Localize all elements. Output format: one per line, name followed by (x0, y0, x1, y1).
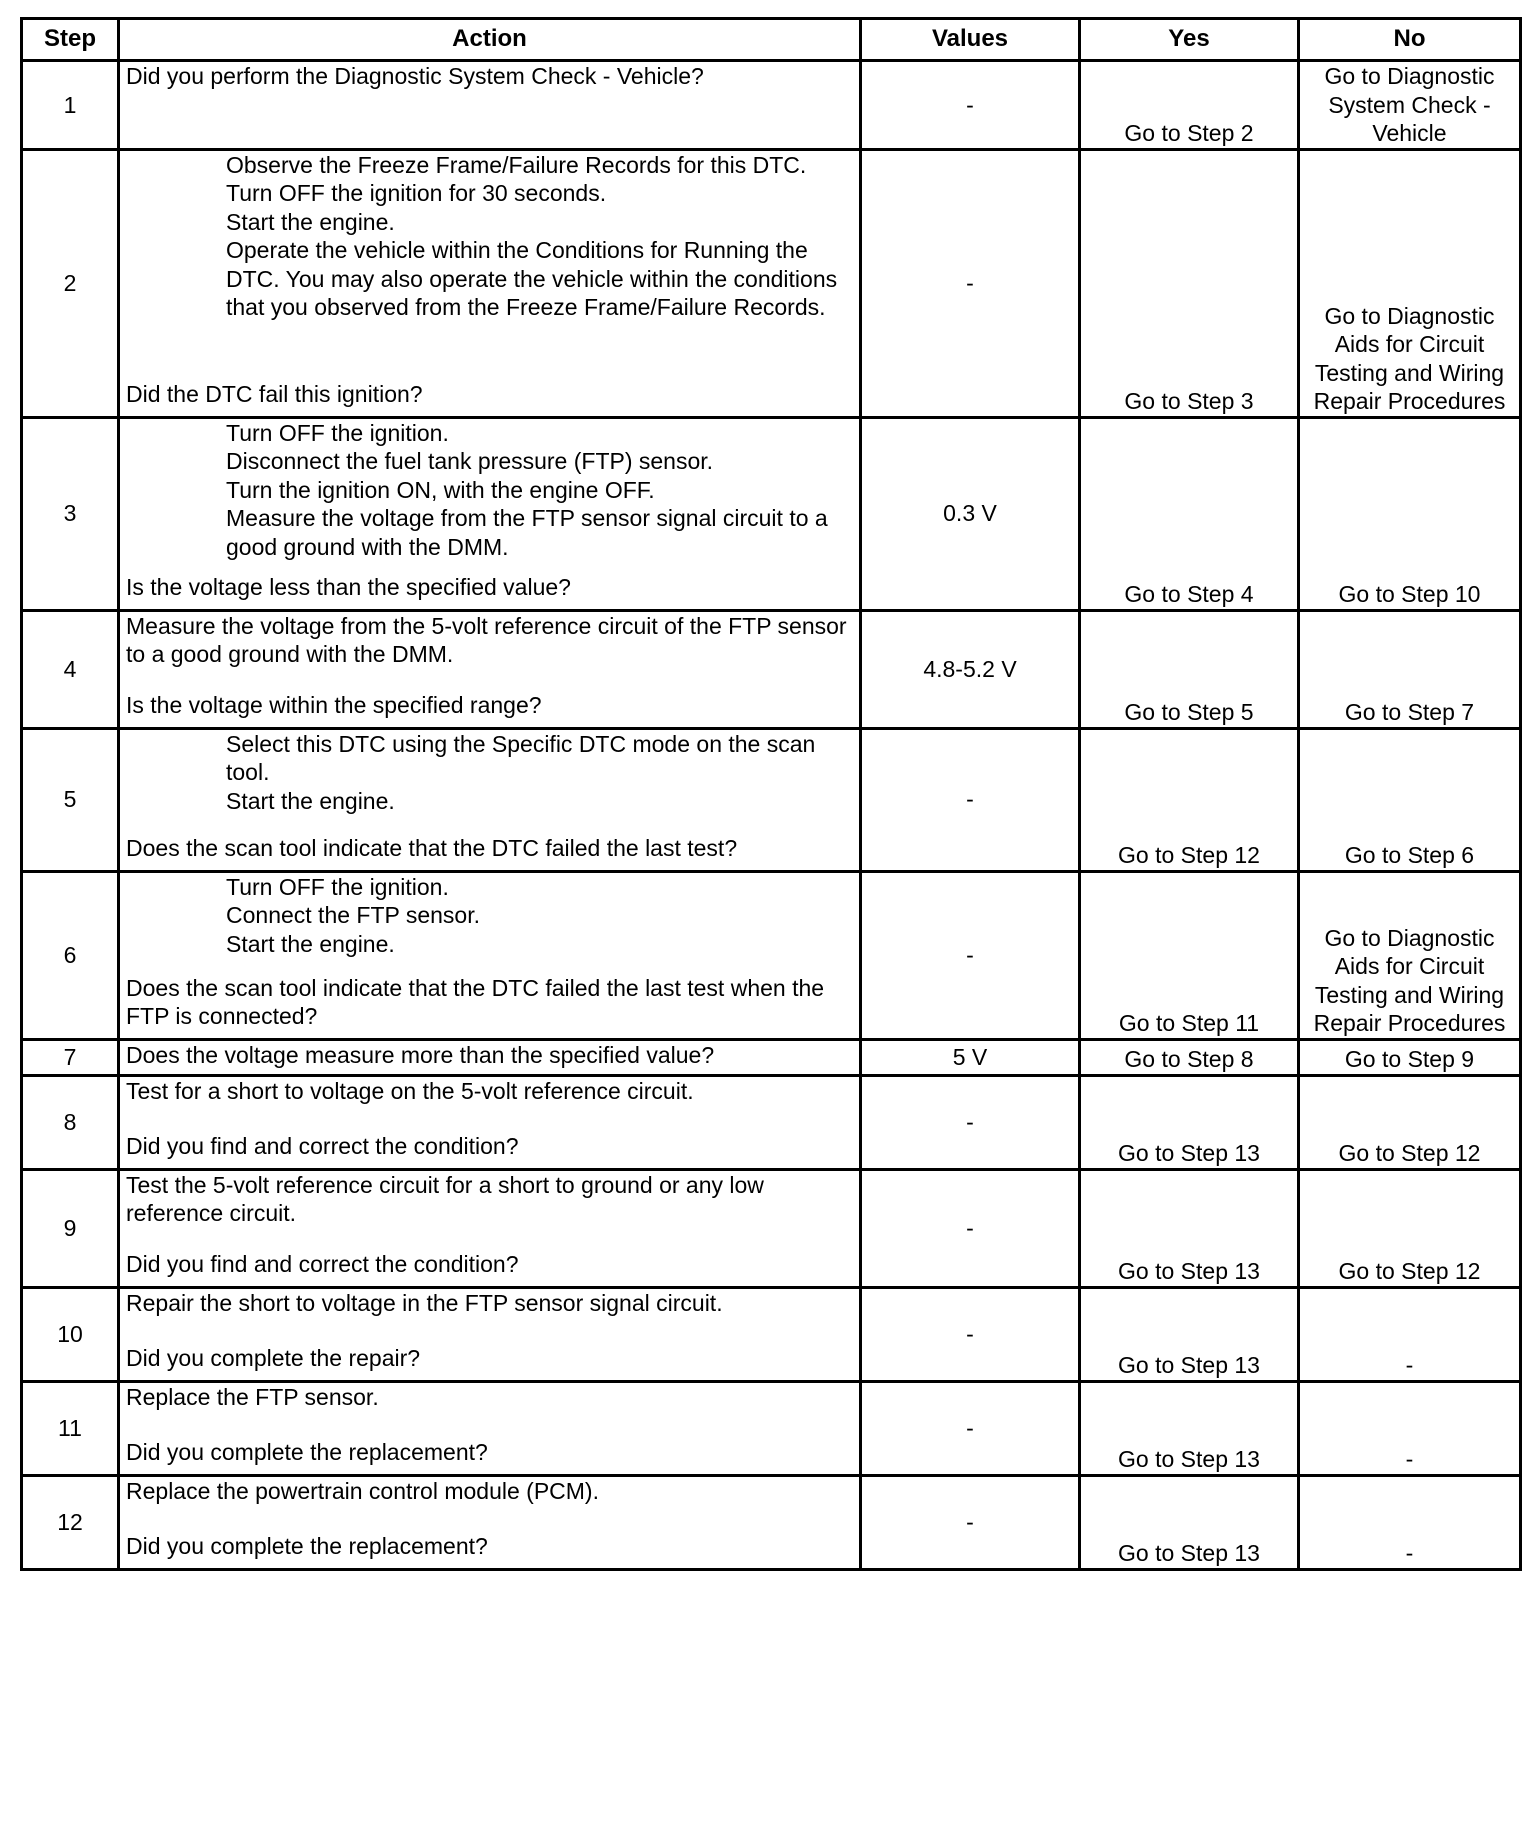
action-cell (119, 610, 861, 728)
step-cell: 7 (22, 1039, 119, 1075)
table-row-step-3 (22, 417, 1521, 610)
step-cell: 8 (22, 1075, 119, 1169)
table-row-step-7 (22, 1039, 1521, 1075)
action-cell (119, 149, 861, 417)
header-yes: Yes (1080, 19, 1299, 61)
action-intro: Replace the FTP sensor. (126, 1383, 379, 1410)
table-row-step-1 (22, 61, 1521, 150)
yes-cell: Go to Step 13 (1080, 1475, 1299, 1569)
yes-cell: Go to Step 12 (1080, 728, 1299, 871)
substep-item: Turn OFF the ignition. (226, 419, 449, 446)
substep-list (126, 151, 853, 322)
substep-list (126, 730, 853, 816)
no-cell: Go to Diagnostic Aids for Circuit Testing and Wiring Repair Procedures (1299, 871, 1521, 1039)
action-intro: Repair the short to voltage in the FTP sensor signal circuit. (126, 1289, 723, 1316)
step-cell: 3 (22, 417, 119, 610)
step-cell: 9 (22, 1169, 119, 1287)
no-cell: Go to Step 7 (1299, 610, 1521, 728)
yes-cell: Go to Step 4 (1080, 417, 1299, 610)
action-content (126, 1289, 853, 1373)
action-cell (119, 417, 861, 610)
diagnostic-table (20, 17, 1522, 1571)
values-cell: - (861, 871, 1080, 1039)
substep-item: Start the engine. (226, 787, 395, 814)
action-question: Did you complete the repair? (126, 1345, 421, 1371)
no-cell: Go to Step 6 (1299, 728, 1521, 871)
substep-item: Disconnect the fuel tank pressure (FTP) sensor. (226, 448, 714, 474)
substep-item: Turn OFF the ignition. (226, 873, 449, 900)
step-cell: 12 (22, 1475, 119, 1569)
step-cell: 1 (22, 61, 119, 150)
values-cell: - (861, 1075, 1080, 1169)
action-question: Does the scan tool indicate that the DTC failed the last test? (126, 835, 738, 861)
no-cell: Go to Diagnostic Aids for Circuit Testing and Wiring Repair Procedures (1299, 149, 1521, 417)
values-cell: 5 V (861, 1039, 1080, 1075)
yes-cell: Go to Step 11 (1080, 871, 1299, 1039)
values-cell: - (861, 149, 1080, 417)
table-row-step-9 (22, 1169, 1521, 1287)
no-cell: Go to Step 12 (1299, 1075, 1521, 1169)
action-question: Did you complete the replacement? (126, 1533, 488, 1559)
substep-item: Start the engine. (226, 930, 395, 957)
action-content (126, 1041, 853, 1067)
action-content (126, 151, 853, 409)
values-cell: 0.3 V (861, 417, 1080, 610)
no-cell: Go to Step 12 (1299, 1169, 1521, 1287)
action-question: Does the scan tool indicate that the DTC failed the last test when the FTP is connected? (126, 974, 825, 1029)
header-row (22, 19, 1521, 61)
action-content (126, 730, 853, 863)
action-question: Did you complete the replacement? (126, 1439, 488, 1465)
substep-item: Observe the Freeze Frame/Failure Records for this DTC. (226, 151, 807, 178)
table-row-step-4 (22, 610, 1521, 728)
header-values: Values (861, 19, 1080, 61)
action-intro: Measure the voltage from the 5-volt reference circuit of the FTP sensor to a good ground with the DMM. (126, 612, 847, 667)
action-cell (119, 1381, 861, 1475)
substep-item: Connect the FTP sensor. (226, 902, 480, 928)
action-intro: Replace the powertrain control module (PCM). (126, 1477, 599, 1504)
no-cell: - (1299, 1475, 1521, 1569)
values-cell: - (861, 61, 1080, 150)
action-cell (119, 61, 861, 150)
substep-item: Start the engine. (226, 208, 395, 235)
action-content (126, 1171, 853, 1279)
yes-cell: Go to Step 13 (1080, 1381, 1299, 1475)
values-cell: - (861, 1287, 1080, 1381)
table-row-step-11 (22, 1381, 1521, 1475)
yes-cell: Go to Step 5 (1080, 610, 1299, 728)
action-intro: Does the voltage measure more than the specified value? (126, 1041, 715, 1068)
no-cell: Go to Step 10 (1299, 417, 1521, 610)
substep-item: Measure the voltage from the FTP sensor signal circuit to a good ground with the DMM. (226, 505, 828, 560)
no-cell: - (1299, 1287, 1521, 1381)
step-cell: 6 (22, 871, 119, 1039)
action-content (126, 612, 853, 720)
action-question: Did you find and correct the condition? (126, 1133, 519, 1159)
action-question: Did you find and correct the condition? (126, 1251, 519, 1277)
action-top (126, 419, 853, 562)
yes-cell: Go to Step 3 (1080, 149, 1299, 417)
action-top (126, 1171, 853, 1228)
yes-cell: Go to Step 8 (1080, 1039, 1299, 1075)
yes-cell: Go to Step 2 (1080, 61, 1299, 150)
action-intro: Test the 5-volt reference circuit for a short to ground or any low reference circuit. (126, 1171, 764, 1226)
action-intro: Test for a short to voltage on the 5-volt reference circuit. (126, 1077, 694, 1104)
table-body (22, 61, 1521, 1570)
action-content (126, 1477, 853, 1561)
action-content (126, 419, 853, 602)
action-top (126, 612, 853, 669)
step-cell: 5 (22, 728, 119, 871)
action-cell (119, 1075, 861, 1169)
header-no: No (1299, 19, 1521, 61)
action-cell (119, 1475, 861, 1569)
substep-list (126, 419, 853, 562)
table-row-step-8 (22, 1075, 1521, 1169)
table-row-step-5 (22, 728, 1521, 871)
action-cell (119, 1039, 861, 1075)
header-step: Step (22, 19, 119, 61)
substep-item: Operate the vehicle within the Conditions for Running the DTC. You may also operate the vehicle within the conditions that you observed from the Freeze Frame/Failure Records. (226, 237, 838, 320)
action-top (126, 873, 853, 959)
values-cell: - (861, 1475, 1080, 1569)
action-intro: Did you perform the Diagnostic System Check - Vehicle? (126, 63, 704, 89)
action-cell (119, 1169, 861, 1287)
table-row-step-10 (22, 1287, 1521, 1381)
action-top (126, 151, 853, 322)
substep-item: Turn OFF the ignition for 30 seconds. (226, 180, 607, 206)
action-content (126, 1077, 853, 1161)
values-cell: - (861, 1169, 1080, 1287)
action-top (126, 62, 853, 91)
values-cell: 4.8-5.2 V (861, 610, 1080, 728)
table-row-step-6 (22, 871, 1521, 1039)
action-top (126, 1041, 853, 1070)
action-cell (119, 728, 861, 871)
step-cell: 11 (22, 1381, 119, 1475)
substep-item: Turn the ignition ON, with the engine OFF. (226, 476, 655, 503)
step-cell: 2 (22, 149, 119, 417)
action-content (126, 873, 853, 1031)
substep-item: Select this DTC using the Specific DTC mode on the scan tool. (226, 730, 816, 785)
action-cell (119, 871, 861, 1039)
header-action: Action (119, 19, 861, 61)
no-cell: - (1299, 1381, 1521, 1475)
yes-cell: Go to Step 13 (1080, 1169, 1299, 1287)
values-cell: - (861, 1381, 1080, 1475)
substep-list (126, 873, 853, 959)
action-content (126, 1383, 853, 1467)
action-question: Is the voltage within the specified range? (126, 692, 542, 718)
action-question: Is the voltage less than the specified value? (126, 574, 571, 600)
action-top (126, 1477, 853, 1506)
step-cell: 4 (22, 610, 119, 728)
values-cell: - (861, 728, 1080, 871)
action-top (126, 1077, 853, 1106)
action-top (126, 1383, 853, 1412)
action-content (126, 62, 853, 137)
action-top (126, 1289, 853, 1318)
action-question: Did the DTC fail this ignition? (126, 381, 423, 407)
action-top (126, 730, 853, 816)
table-row-step-2 (22, 149, 1521, 417)
action-cell (119, 1287, 861, 1381)
step-cell: 10 (22, 1287, 119, 1381)
no-cell: Go to Diagnostic System Check - Vehicle (1299, 61, 1521, 150)
yes-cell: Go to Step 13 (1080, 1075, 1299, 1169)
yes-cell: Go to Step 13 (1080, 1287, 1299, 1381)
no-cell: Go to Step 9 (1299, 1039, 1521, 1075)
table-row-step-12 (22, 1475, 1521, 1569)
